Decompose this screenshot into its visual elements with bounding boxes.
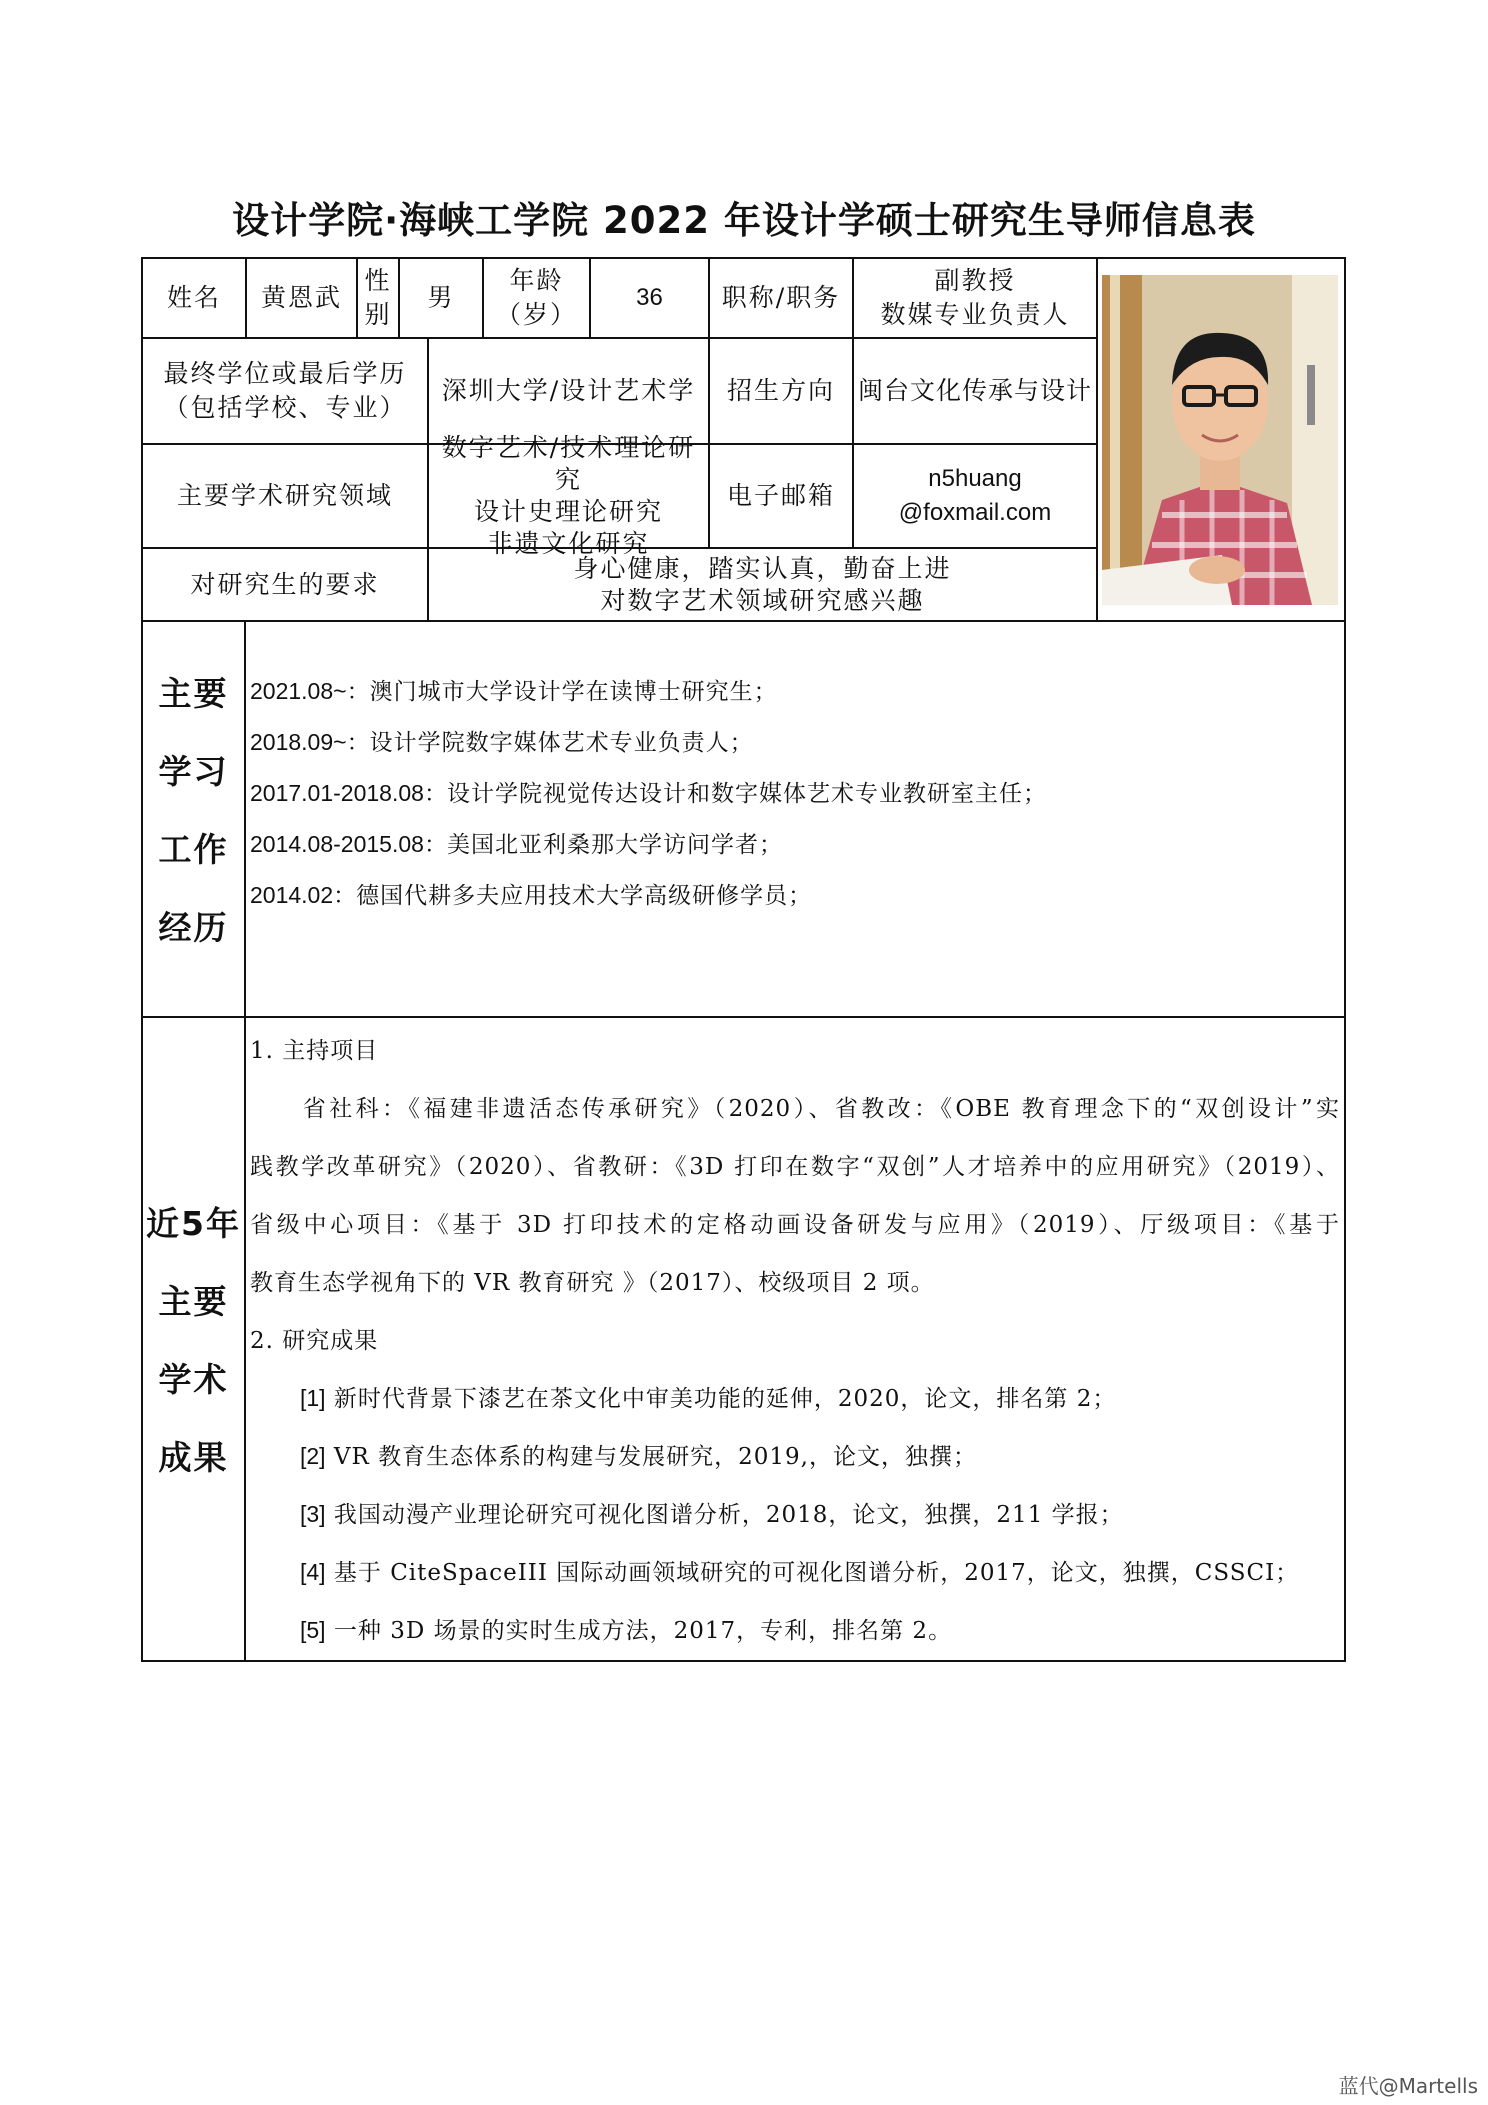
email-label: 电子邮箱 (726, 481, 835, 510)
degree-label-line: （包括学校、专业） (163, 393, 407, 422)
requirement-label: 对研究生的要求 (190, 569, 380, 599)
experience-text: 设计学院数字媒体艺术专业负责人； (369, 730, 754, 756)
projects-line: 省级中心项目：《基于 3D 打印技术的定格动画设备研发与应用》（2019）、厅级项目：《基于 (250, 1212, 1340, 1238)
achievements-heading-line: 近5年 (146, 1204, 241, 1243)
name-label: 姓名 (166, 283, 221, 312)
research-line: 数字艺术/技术理论研究 (441, 433, 696, 494)
experience-date: 2014.02： (250, 882, 357, 908)
paper-number: [4] (300, 1559, 326, 1585)
paper-number: [5] (300, 1617, 326, 1643)
page-title: 设计学院·海峡工学院 2022 年设计学硕士研究生导师信息表 (232, 199, 1256, 242)
col-divider (1096, 257, 1098, 620)
col-divider (244, 620, 246, 1662)
achievements-heading (143, 1185, 244, 1497)
degree-value: 深圳大学/设计艺术学 (441, 376, 696, 405)
requirement-value (429, 549, 1096, 620)
research-value (429, 433, 708, 558)
paper-item (300, 1554, 1299, 1587)
gender-label (358, 259, 398, 337)
experience-item (250, 877, 812, 910)
experience-date: 2014.08-2015.08： (250, 831, 447, 857)
age-value: 36 (636, 284, 663, 311)
paper-text: 一种 3D 场景的实时生成方法，2017，专利，排名第 2。 (333, 1618, 953, 1644)
experience-item (250, 826, 783, 859)
experience-date: 2021.08~： (250, 678, 370, 704)
experience-date: 2018.09~： (250, 729, 370, 755)
paper-text: 基于 CiteSpaceIII 国际动画领域研究的可视化图谱分析，2017，论文，独撰，CSSCI； (333, 1560, 1300, 1586)
paper-number: [3] (300, 1501, 326, 1527)
position-value (854, 259, 1096, 337)
experience-text: 设计学院视觉传达设计和数字媒体艺术专业教研室主任； (446, 781, 1047, 807)
projects-line: 省社科：《福建非遗活态传承研究》（2020）、省教改：《OBE 教育理念下的“双创设计”实 (250, 1096, 1340, 1122)
email-line: n5huang (928, 465, 1022, 492)
experience-heading-line: 主要 (158, 674, 229, 713)
research-label: 主要学术研究领域 (176, 481, 393, 510)
paper-number: [2] (300, 1443, 326, 1469)
position-line: 数媒专业负责人 (880, 300, 1070, 329)
row-divider (141, 620, 1346, 622)
degree-label-line: 最终学位或最后学历 (163, 359, 407, 388)
projects-line: 教育生态学视角下的 VR 教育研究 》（2017）、校级项目 2 项。 (250, 1270, 935, 1296)
position-line: 副教授 (934, 266, 1016, 295)
section-title-results: 2. 研究成果 (250, 1328, 379, 1354)
experience-heading-line: 学习 (158, 752, 229, 791)
experience-text: 德国代耕多夫应用技术大学高级研修学员； (356, 883, 813, 909)
requirement-line: 身心健康，踏实认真，勤奋上进 (573, 553, 952, 583)
email-value (854, 445, 1096, 547)
portrait-photo (1102, 275, 1338, 605)
watermark: 蓝代@Martells (1338, 2074, 1478, 2098)
experience-text: 美国北亚利桑那大学访问学者； (446, 832, 783, 858)
requirement-line: 对数字艺术领域研究感兴趣 (600, 585, 925, 615)
age-label-line: （岁） (495, 300, 577, 329)
paper-item (300, 1438, 977, 1471)
row-divider (141, 1016, 1346, 1018)
experience-heading-line: 经历 (158, 908, 229, 947)
position-label: 职称/职务 (721, 283, 841, 312)
paper-item (300, 1496, 1124, 1529)
experience-item (250, 775, 1047, 808)
degree-label (143, 339, 427, 443)
experience-text: 澳门城市大学设计学在读博士研究生； (369, 679, 778, 705)
projects-line: 践教学改革研究》（2020）、省教研：《3D 打印在数字“双创”人才培养中的应用研究》（2019）、 (250, 1154, 1340, 1180)
experience-item (250, 673, 778, 706)
name-value: 黄恩武 (260, 283, 342, 312)
achievements-heading-line: 学术 (158, 1360, 229, 1399)
experience-heading-line: 工作 (158, 830, 229, 869)
paper-text: VR 教育生态体系的构建与发展研究，2019,，论文，独撰； (333, 1444, 977, 1470)
gender-value: 男 (427, 283, 455, 312)
research-line: 非遗文化研究 (487, 529, 650, 558)
email-line: @foxmail.com (898, 499, 1052, 526)
research-line: 设计史理论研究 (473, 497, 663, 526)
enroll-label: 招生方向 (726, 376, 835, 405)
paper-item (300, 1612, 952, 1645)
paper-number: [1] (300, 1385, 326, 1411)
age-label (484, 259, 589, 337)
gender-label-line: 别 (364, 300, 392, 329)
experience-item (250, 724, 754, 757)
achievements-heading-line: 主要 (158, 1282, 229, 1321)
gender-label-line: 性 (364, 266, 392, 295)
age-label-line: 年龄 (509, 266, 564, 295)
section-title-projects: 1. 主持项目 (250, 1038, 379, 1064)
paper-text: 新时代背景下漆艺在茶文化中审美功能的延伸，2020，论文，排名第 2； (333, 1386, 1117, 1412)
experience-heading (143, 655, 244, 967)
experience-date: 2017.01-2018.08： (250, 780, 447, 806)
achievements-heading-line: 成果 (158, 1438, 229, 1477)
paper-item (300, 1380, 1116, 1413)
paper-text: 我国动漫产业理论研究可视化图谱分析，2018，论文，独撰，211 学报； (333, 1502, 1124, 1528)
enroll-value: 闽台文化传承与设计 (857, 376, 1092, 405)
